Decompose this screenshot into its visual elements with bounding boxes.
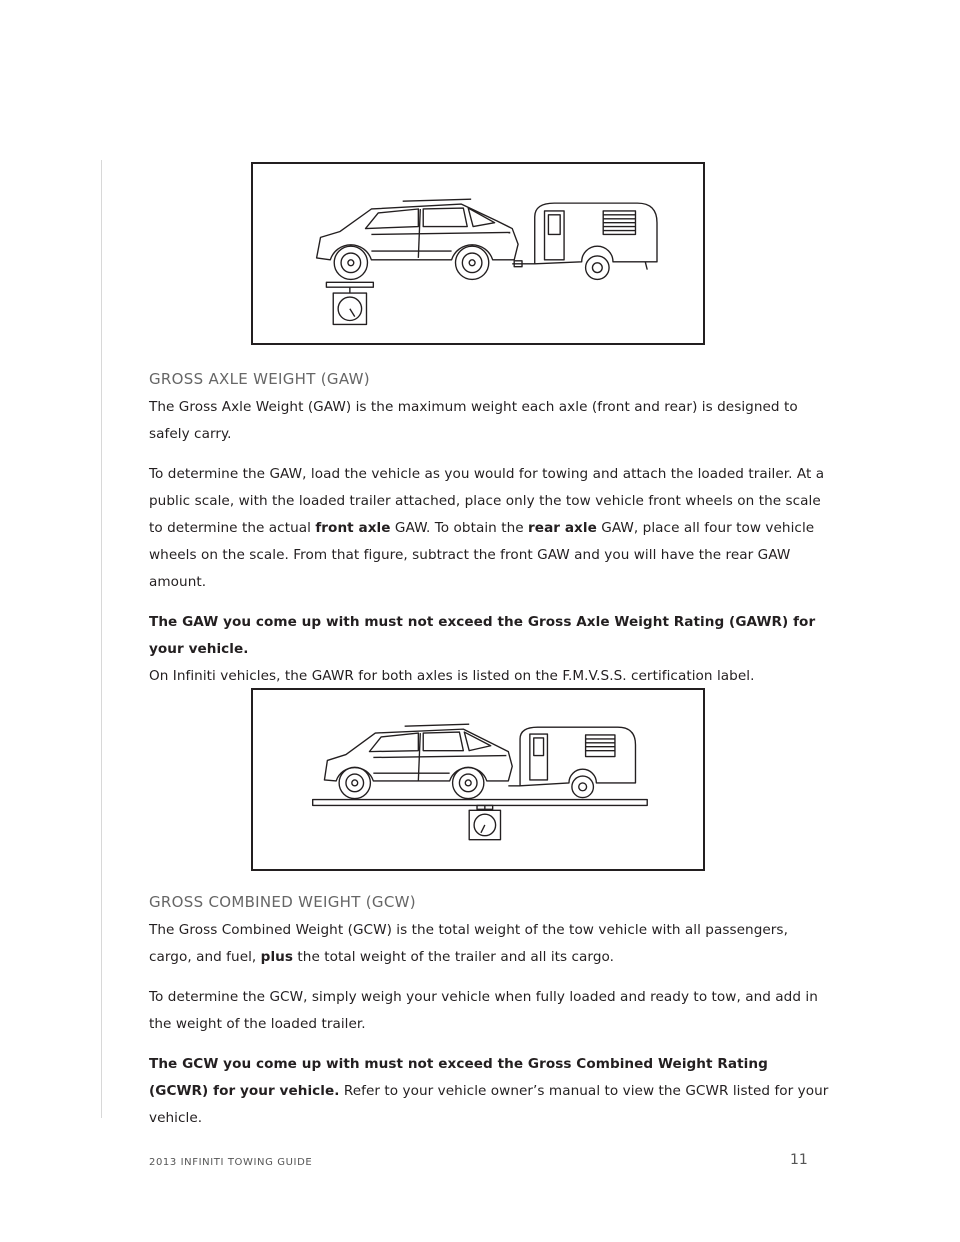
figure-front-axle-scale [251, 162, 705, 345]
rear-wheel [456, 246, 489, 279]
suv-windows [369, 732, 490, 752]
paragraph: To determine the GAW, load the vehicle as you would for towing and attach the loaded trailer. At a public scale, with the loaded trailer attached, place only the tow vehicle front wheels on the scale to determine the actual front axle GAW. To obtain the rear axle GAW, place all four tow vehicle wheels on the scale. From that figure, subtract the front GAW and you will have the rear GAW amount. [149, 466, 825, 590]
figure-combined-scale [251, 688, 705, 871]
trailer-wheel [572, 776, 594, 798]
footer-title: 2013 INFINITI TOWING GUIDE [149, 1157, 313, 1168]
section-heading: GROSS AXLE WEIGHT (GAW) [149, 370, 370, 388]
emphasis: The GAW you come up with must not exceed the Gross Axle Weight Rating (GAWR) for your vehicle. [149, 614, 816, 657]
margin-rule [101, 160, 102, 1118]
paragraph: The GAW you come up with must not exceed the Gross Axle Weight Rating (GAWR) for your vehicle. On Infiniti vehicles, the GAWR for both axles is listed on the F.M.V.S.S. certification label. [149, 614, 816, 684]
paragraph: The GCW you come up with must not exceed the Gross Combined Weight Rating (GCWR) for your vehicle. Refer to your vehicle owner’s manual to view the GCWR listed for your vehicle. [149, 1056, 829, 1126]
emphasis: plus [260, 949, 294, 965]
paragraph: The Gross Axle Weight (GAW) is the maximum weight each axle (front and rear) is designed to safely carry. [149, 399, 798, 442]
scale-platform [313, 800, 648, 806]
scale-platform [326, 282, 373, 287]
page-number: 11 [790, 1152, 808, 1168]
front-wheel [334, 246, 367, 279]
emphasis: The GCW you come up with must not exceed the Gross Combined Weight Rating (GCWR) for your vehicle. [149, 1056, 768, 1099]
paragraph: To determine the GCW, simply weigh your vehicle when fully loaded and ready to tow, and add in the weight of the loaded trailer. [149, 989, 818, 1032]
trailer-wheel [586, 256, 609, 279]
emphasis: rear axle [528, 520, 597, 536]
front-wheel [339, 767, 370, 798]
rear-wheel [453, 767, 484, 798]
emphasis: front axle [315, 520, 391, 536]
paragraph: The Gross Combined Weight (GCW) is the total weight of the tow vehicle with all passengers, cargo, and fuel, plus the total weight of the trailer and all its cargo. [149, 922, 788, 965]
trailer-body [535, 203, 657, 264]
suv-trailer-full-scale-illustration [253, 690, 703, 869]
section-gaw [149, 370, 829, 703]
suv-trailer-front-scale-illustration [253, 164, 703, 343]
section-heading: GROSS COMBINED WEIGHT (GCW) [149, 893, 416, 911]
section-gcw [149, 893, 829, 1145]
